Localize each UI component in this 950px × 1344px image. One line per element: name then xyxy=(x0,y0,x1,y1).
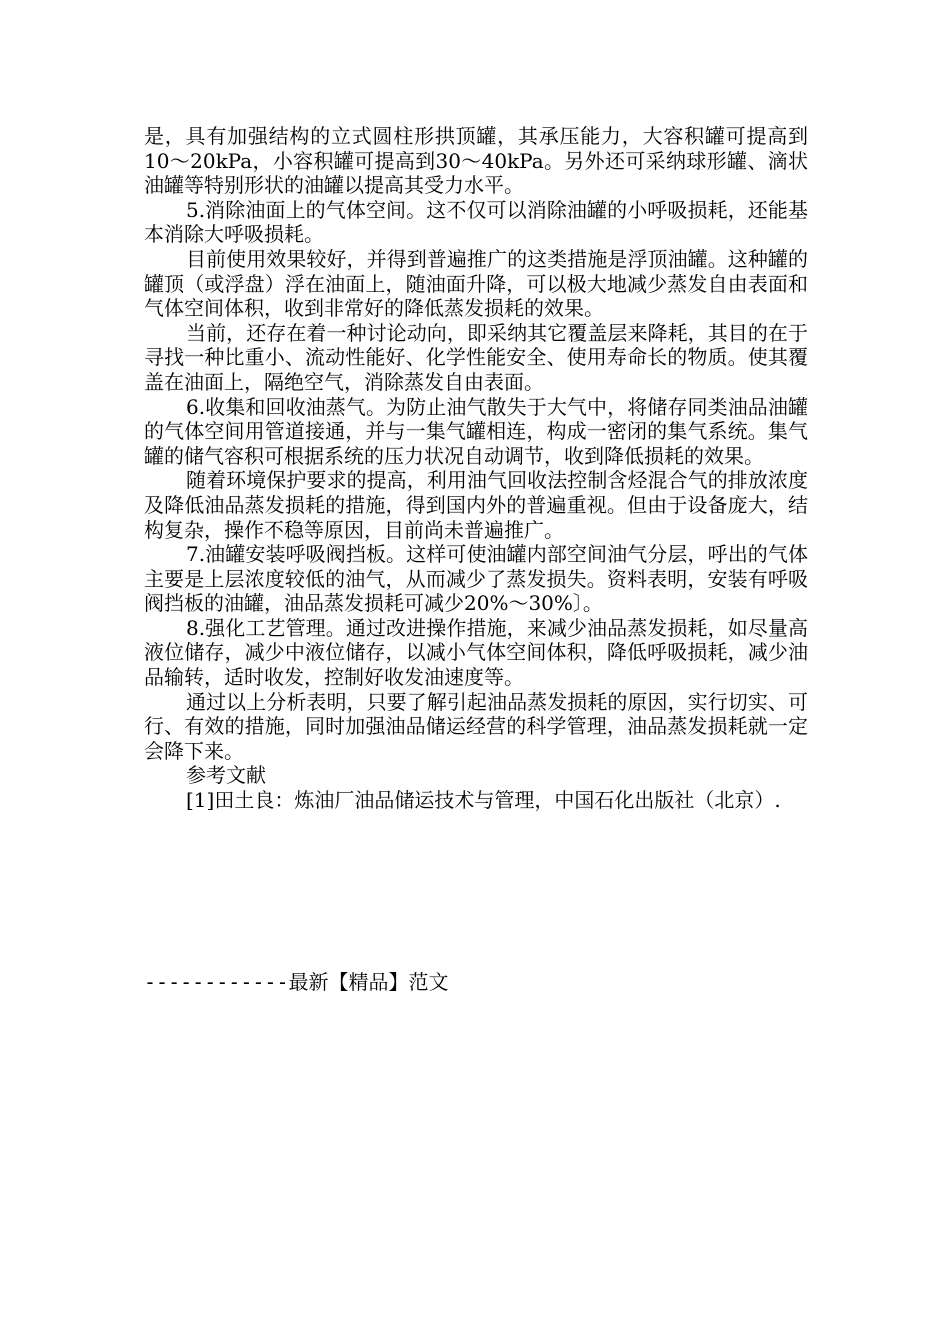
paragraph-covering-layer: 当前，还存在着一种讨论动向，即采纳其它覆盖层来降耗，其目的在于寻找一种比重小、流动性能好、化学性能安全、使用寿命长的物质。使其覆盖在油面上，隔绝空气，消除蒸发自由表面。 xyxy=(144,320,808,394)
references-heading: 参考文献 xyxy=(186,763,266,788)
paragraph-vapor-recovery: 随着环境保护要求的提高，利用油气回收法控制含烃混合气的排放浓度及降低油品蒸发损耗的措施，得到国内外的普遍重视。但由于设备庞大，结构复杂，操作不稳等原因，目前尚未普遍推广。 xyxy=(144,468,808,542)
page-footer xyxy=(144,969,449,995)
paragraph-continued: 是，具有加强结构的立式圆柱形拱顶罐，其承压能力，大容积罐可提高到10～20kPa，小容积罐可提高到30～40kPa。另外还可采纳球形罐、滴状油罐等特别形状的油罐以提高其受力水平。 xyxy=(144,124,808,198)
footer-label: 最新【精品】范文 xyxy=(288,970,449,994)
paragraph-item-7: 7.油罐安装呼吸阀挡板。这样可使油罐内部空间油气分层，呼出的气体主要是上层浓度较低的油气，从而减少了蒸发损失。资料表明，安装有呼吸阀挡板的油罐，油品蒸发损耗可减少20%～30%〕。 xyxy=(144,542,808,616)
paragraph-item-6: 6.收集和回收油蒸气。为防止油气散失于大气中，将储存同类油品油罐的气体空间用管道接通，并与一集气罐相连，构成一密闭的集气系统。集气罐的储气容积可根据系统的压力状况自动调节，收到降低损耗的效果。 xyxy=(144,394,808,468)
paragraph-floating-roof: 目前使用效果较好，并得到普遍推广的这类措施是浮顶油罐。这种罐的罐顶（或浮盘）浮在油面上，随油面升降，可以极大地减少蒸发自由表面和气体空间体积，收到非常好的降低蒸发损耗的效果。 xyxy=(144,246,808,321)
footer-dashes: ------------ xyxy=(144,970,289,994)
paragraph-conclusion: 通过以上分析表明，只要了解引起油品蒸发损耗的原因，实行切实、可行、有效的措施，同时加强油品储运经营的科学管理，油品蒸发损耗就一定会降下来。 xyxy=(144,689,808,763)
paragraph-item-8: 8.强化工艺管理。通过改进操作措施，来减少油品蒸发损耗，如尽量高液位储存，减少中液位储存，以减小气体空间体积，降低呼吸损耗，减少油品输转，适时收发，控制好收发油速度等。 xyxy=(144,615,808,690)
reference-item-1: [1]田土良：炼油厂油品储运技术与管理，中国石化出版社（北京）. xyxy=(186,788,781,813)
paragraph-item-5: 5.消除油面上的气体空间。这不仅可以消除油罐的小呼吸损耗，还能基本消除大呼吸损耗。 xyxy=(144,197,808,247)
document-body xyxy=(144,124,808,813)
